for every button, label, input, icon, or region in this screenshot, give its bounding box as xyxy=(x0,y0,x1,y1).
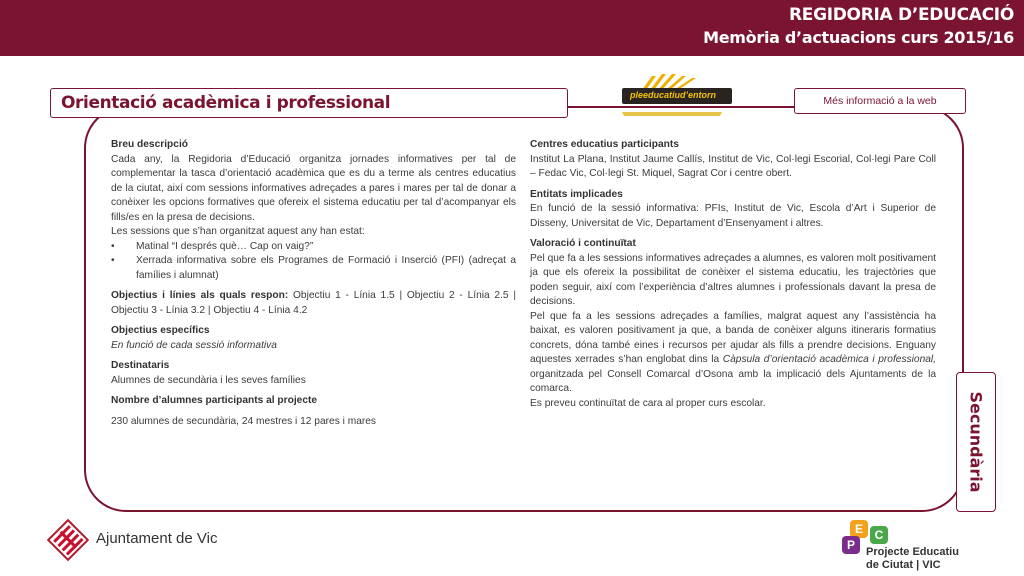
especifics-heading: Objectius específics xyxy=(111,325,210,336)
section-title-box xyxy=(50,88,568,118)
header-subtitle: Memòria d’actuacions curs 2015/16 xyxy=(703,28,1014,47)
centres-text: Institut La Plana, Institut Jaume Callís, Institut de Vic, Col·legi Escorial, Col·legi Pare Coll – Fedac Vic, Col·legi St. Miquel, Sagrat Cor i centre obert. xyxy=(530,153,936,179)
header-title: REGIDORIA D’EDUCACIÓ xyxy=(788,5,1014,25)
destinataris-text: Alumnes de secundària i les seves famílies xyxy=(111,374,306,386)
pla-educatiu-band xyxy=(622,88,732,104)
destinataris-heading: Destinataris xyxy=(111,360,170,371)
entitats-text: En funció de la sessió informativa: PFIs, Institut de Vic, Escola d’Art i Superior de Disseny, Universitat de Vic, Departament d’Ensenyament i altres. xyxy=(530,203,936,229)
nombre-text: 230 alumnes de secundària, 24 mestres i 12 pares i mares xyxy=(111,415,377,427)
pe-line2: de Ciutat | VIC xyxy=(866,559,941,571)
valoracio-heading: Valoració i continuïtat xyxy=(530,238,636,249)
projecte-educatiu-logo xyxy=(840,518,1020,574)
capsula-link-text: Càpsula d’orientació acadèmica i professional, xyxy=(722,354,937,365)
letter-p-icon: P xyxy=(842,536,860,554)
right-column xyxy=(530,138,936,411)
pla-educatiu-logo xyxy=(612,72,734,120)
left-column xyxy=(111,138,516,429)
list-item: • Xerrada informativa sobre els Programes de Formació i Inserció (PFI) (adreçat a famílies i alumnat) xyxy=(111,254,516,283)
secundaria-label: Secundària xyxy=(966,391,986,493)
centres-heading: Centres educatius participants xyxy=(530,139,679,150)
objectius-text: Objectiu 1 - Línia 1.5 | Objectiu 2 - Línia 2.5 | Objectiu 3 - Línia 3.2 | Objectiu 4 - Línia 4.2 xyxy=(111,290,516,316)
sessions-intro: Les sessions que s’han organitzat aquest any han estat: xyxy=(111,226,365,237)
section-title: Orientació acadèmica i professional xyxy=(61,93,391,113)
list-item: • Matinal “I després què… Cap on vaig?” xyxy=(111,240,516,255)
objectius-heading: Objectius i línies als quals respon: xyxy=(111,290,289,301)
entitats-heading: Entitats implicades xyxy=(530,188,623,200)
valoracio-text-2 xyxy=(530,310,936,397)
letter-e-icon: E xyxy=(850,520,868,538)
valoracio-text-3: Es preveu continuïtat de cara al proper curs escolar. xyxy=(530,397,766,409)
pe-line1: Projecte Educatiu xyxy=(866,546,959,558)
ajuntament-name: Ajuntament de Vic xyxy=(96,530,218,547)
valoracio-text-2b: organitzada pel Consell Comarcal d’Osona amb la implicació dels Ajuntaments de la comarca. xyxy=(530,368,936,394)
breu-text: Cada any, la Regidoria d’Educació organitza jornades informatives per tal de complementar la tasca d’orientació acadèmica que es du a terme als centres educatius de la ciutat, així com sessions informatives adreçades a pares i mares per tal de donar a conèixer les opcions formatives que ofereix el sistema educatiu per tal d’acompanyar els fills/es en la presa de decisions. xyxy=(111,153,516,223)
especifics-text: En funció de cada sessió informativa xyxy=(111,339,277,351)
valoracio-text-2a: Pel que fa a les sessions adreçades a famílies, malgrat aquest any l’assistència ha baixat, es valoren positivament ja que, a banda de conèixer alguns itineraris formatius concrets, dóna també eines i recursos per ajudar als fills a prendre decisions. Enguany aquestes xerrades s’han englobat dins la xyxy=(530,310,936,365)
header-bar xyxy=(0,0,1024,56)
pla-educatiu-text: pleeducatiud’entorn xyxy=(630,90,717,100)
ajuntament-shield-icon xyxy=(46,518,90,562)
more-info-link[interactable] xyxy=(794,88,966,114)
breu-heading: Breu descripció xyxy=(111,139,188,150)
objectius-block xyxy=(111,289,516,318)
letter-c-icon: C xyxy=(870,526,888,544)
secundaria-tab xyxy=(956,372,996,512)
valoracio-text-1: Pel que fa a les sessions informatives adreçades a alumnes, es valoren molt positivament ja que els ofereix la possibilitat de conèixer el sistema educatiu, les trajectòries que poden seguir, així com l’experiència d’altres alumnes i professionals davant la presa de decisions. xyxy=(530,252,936,307)
more-info-label: Més informació a la web xyxy=(823,95,937,107)
sessions-list xyxy=(111,240,516,284)
nombre-heading: Nombre d’alumnes participants al projecte xyxy=(111,395,318,406)
